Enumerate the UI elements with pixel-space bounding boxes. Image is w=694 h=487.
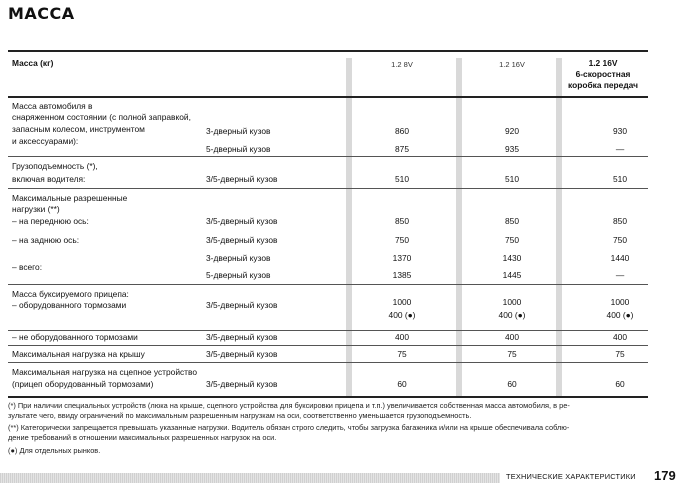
row-label: Масса буксируемого прицепа: [12,289,129,299]
table-top-rule [8,50,648,52]
value-cell: 510 [395,174,409,184]
value-cell: 510 [505,174,519,184]
footer-band [0,473,500,483]
row-label: снаряженном состоянии (с полной заправкой, [12,112,191,122]
row-label: Максимальная нагрузка на крышу [12,349,145,359]
row-label: Максимальная нагрузка на сцепное устройство [12,367,198,377]
value-cell: 1000 [502,297,522,307]
footnote: дение требований в отношении максимальных разрешенных нагрузок на оси. [8,433,277,442]
row-divider [8,362,648,363]
value-cell: 400 [505,332,519,342]
row-label: нагрузки (**) [12,204,60,214]
value-cell: 850 [395,216,409,226]
value-cell: 1430 [502,253,522,263]
header-rule [8,96,648,98]
row-divider [8,345,648,346]
section-label: ТЕХНИЧЕСКИЕ ХАРАКТЕРИСТИКИ [506,472,636,481]
row-label: – оборудованного тормозами [12,300,127,310]
header-col-3-gearbox: 6-скоростная [575,69,631,79]
value-cell: 850 [613,216,627,226]
value-cell: 750 [505,235,519,245]
value-cell: 750 [395,235,409,245]
value-cell: 400 [395,332,409,342]
value-cell: 75 [507,349,517,359]
body-type: 3/5-дверный кузов [206,349,278,359]
row-label: и аксессуарами): [12,136,79,146]
value-cell: 75 [615,349,625,359]
header-col-1: 1.2 8V [391,60,413,69]
page-title: МАССА [8,4,75,23]
value-cell: 400 (●) [606,310,634,320]
body-type: 3/5-дверный кузов [206,332,278,342]
value-cell: 1000 [392,297,412,307]
value-cell: — [615,144,625,154]
header-mass-label: Масса (кг) [12,58,54,68]
value-cell: — [615,270,625,280]
header-col-3-engine: 1.2 16V [588,58,618,68]
body-type: 3/5-дверный кузов [206,174,278,184]
value-cell: 60 [397,379,407,389]
page-number: 179 [654,468,676,483]
value-cell: 935 [505,144,519,154]
value-cell: 1440 [610,253,630,263]
row-divider [8,330,648,331]
table-bottom-rule [8,396,648,398]
value-cell: 75 [397,349,407,359]
body-type: 3/5-дверный кузов [206,300,278,310]
row-label: – на переднюю ось: [12,216,89,226]
footnote: (**) Категорически запрещается превышать указанные нагрузки. Водитель обязан строго следить, чтобы загрузка багажника и/или на крыше обеспечивала соблю- [8,423,570,432]
body-type: 3-дверный кузов [206,126,271,136]
value-cell: 1385 [392,270,412,280]
body-type: 3/5-дверный кузов [206,235,278,245]
row-label: Грузоподъемность (*), [12,161,98,171]
row-label: – на заднюю ось: [12,235,80,245]
row-divider [8,284,648,285]
value-cell: 510 [613,174,627,184]
row-label: запасным колесом, инструментом [12,124,145,134]
value-cell: 1370 [392,253,412,263]
row-divider [8,156,648,157]
value-cell: 850 [505,216,519,226]
value-cell: 60 [507,379,517,389]
value-cell: 400 [613,332,627,342]
row-label: – всего: [12,262,43,272]
value-cell: 1445 [502,270,522,280]
header-col-3-gearbox-2: коробка передач [568,80,638,90]
footnote: (●) Для отдельных рынков. [8,446,101,455]
row-label: (прицеп оборудованный тормозами) [12,379,154,389]
footnote: зультате чего, ввиду ограничений по максимальным разрешенным нагрузкам на оси, соответственно уменьшается грузоподъемность. [8,411,472,420]
value-cell: 60 [615,379,625,389]
header-col-3 [562,58,644,91]
value-cell: 750 [613,235,627,245]
body-type: 3-дверный кузов [206,253,271,263]
value-cell: 920 [505,126,519,136]
value-cell: 400 (●) [388,310,416,320]
value-cell: 1000 [610,297,630,307]
row-label: Максимальные разрешенные [12,193,128,203]
value-cell: 875 [395,144,409,154]
value-cell: 930 [613,126,627,136]
body-type: 3/5-дверный кузов [206,216,278,226]
row-divider [8,188,648,189]
body-type: 5-дверный кузов [206,144,271,154]
row-label: Масса автомобиля в [12,101,93,111]
body-type: 5-дверный кузов [206,270,271,280]
row-label: – не оборудованного тормозами [12,332,138,342]
value-cell: 860 [395,126,409,136]
header-col-2: 1.2 16V [499,60,525,69]
page-footer [0,468,694,487]
value-cell: 400 (●) [498,310,526,320]
row-label: включая водителя: [12,174,86,184]
body-type: 3/5-дверный кузов [206,379,278,389]
footnote: (*) При наличии специальных устройств (люка на крыше, сцепного устройства для буксировки прицепа и т.п.) увеличивается собственная масса автомобиля, в ре- [8,401,570,410]
